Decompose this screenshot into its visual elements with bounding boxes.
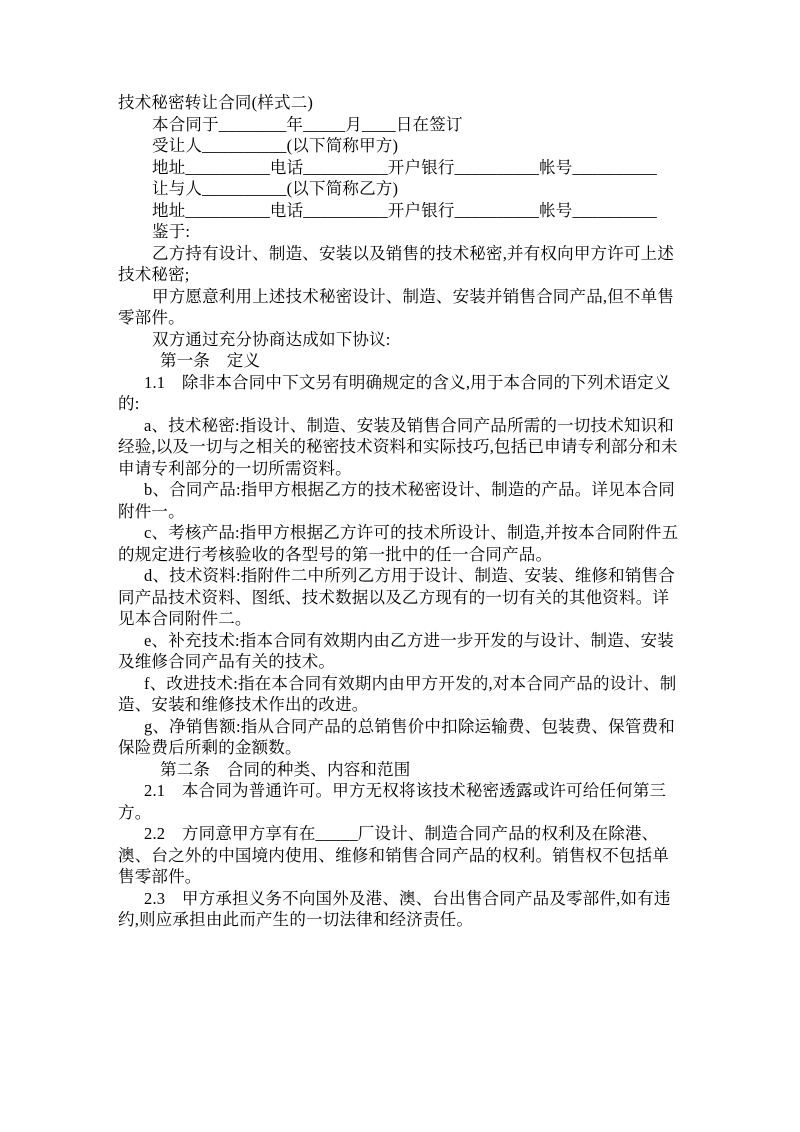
clause-1-1: 1.1 除非本合同中下文另有明确规定的含义,用于本合同的下列术语定义的: <box>118 372 671 413</box>
transferor-line: 让与人__________(以下简称乙方) <box>152 179 399 198</box>
clause-2-1: 2.1 本合同为普通许可。甲方无权将该技术秘密透露或许可给任何第三方。 <box>118 781 667 822</box>
clause-2-3: 2.3 甲方承担义务不向国外及港、澳、台出售合同产品及零部件,如有违约,则应承担由此而产生的一切法律和经济责任。 <box>118 888 671 929</box>
transferor-contact-line: 地址__________电话__________开户银行__________帐号__________ <box>152 200 657 220</box>
definition-g: g、净销售额:指从合同产品的总销售价中扣除运输费、包装费、保管费和保险费后所剩的金额数。 <box>118 716 675 757</box>
article-1-heading: 第一条 定义 <box>160 351 261 370</box>
transferee-line: 受让人__________(以下简称甲方) <box>152 136 399 155</box>
contract-body <box>118 92 680 931</box>
definition-e: e、补充技术:指本合同有效期内由乙方进一步开发的与设计、制造、安装及维修合同产品有关的技术。 <box>118 630 675 671</box>
signing-date-line: 本合同于________年_____月____日在签订 <box>152 114 463 134</box>
agreement-intro: 双方通过充分协商达成如下协议: <box>152 329 391 349</box>
definition-a: a、技术秘密:指设计、制造、安装及销售合同产品所需的一切技术知识和经验,以及一切与之相关的秘密技术资料和实际技巧,包括已申请专利部分和未申请专利部分的一切所需资料。 <box>118 415 678 478</box>
document-title: 技术秘密转让合同(样式二) <box>118 93 314 112</box>
transferee-contact-line: 地址__________电话__________开户银行__________帐号__________ <box>152 157 657 177</box>
article-2-heading: 第二条 合同的种类、内容和范围 <box>160 759 411 779</box>
recital-party-a: 甲方愿意利用上述技术秘密设计、制造、安装并销售合同产品,但不单售零部件。 <box>118 286 675 327</box>
definition-d: d、技术资料:指附件二中所列乙方用于设计、制造、安装、维修和销售合同产品技术资料、图纸、技术数据以及乙方现有的一切有关的其他资料。详见本合同附件二。 <box>118 566 675 628</box>
recital-party-b: 乙方持有设计、制造、安装以及销售的技术秘密,并有权向甲方许可上述技术秘密; <box>118 243 675 284</box>
definition-f: f、改进技术:指在本合同有效期内由甲方开发的,对本合同产品的设计、制造、安装和维修技术作出的改进。 <box>118 673 677 714</box>
definition-b: b、合同产品:指甲方根据乙方的技术秘密设计、制造的产品。详见本合同附件一。 <box>118 480 675 521</box>
whereas-label: 鉴于: <box>152 222 191 241</box>
definition-c: c、考核产品:指甲方根据乙方许可的技术所设计、制造,并按本合同附件五的规定进行考核验收的各型号的第一批中的任一合同产品。 <box>118 523 679 564</box>
clause-2-2: 2.2 方同意甲方享有在_____厂设计、制造合同产品的权利及在除港、澳、台之外的中国境内使用、维修和销售合同产品的权利。销售权不包括单售零部件。 <box>118 824 670 886</box>
